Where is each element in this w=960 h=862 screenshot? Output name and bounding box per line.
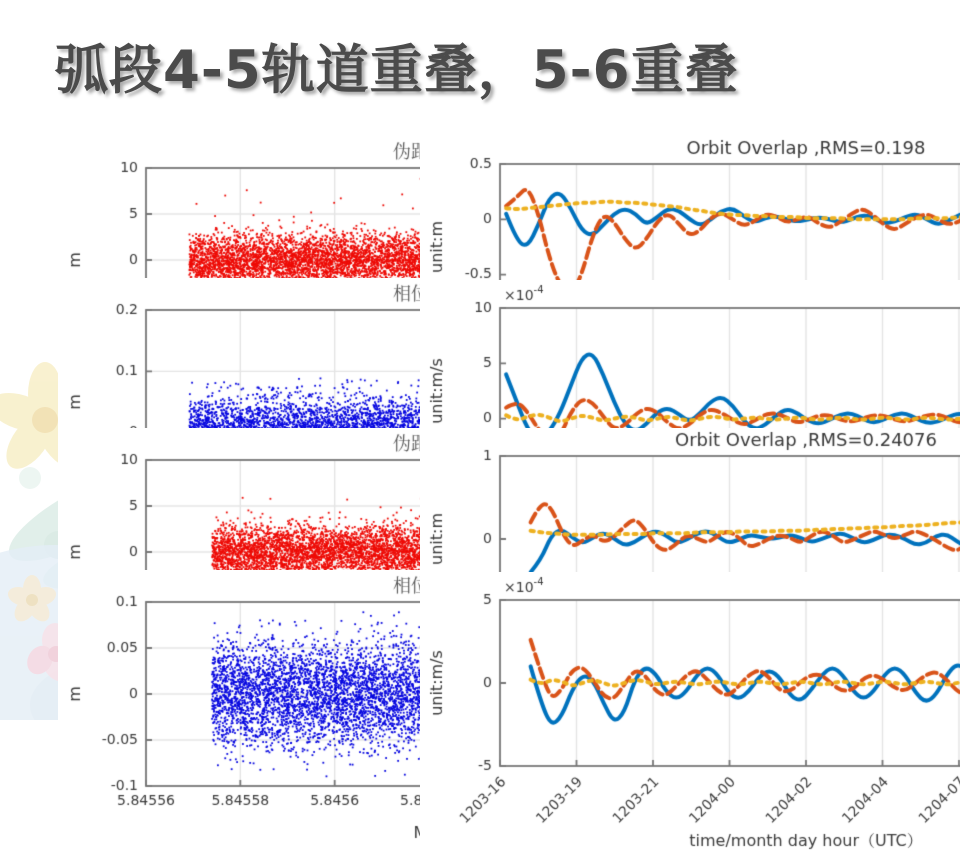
cream-flower-decoration (5, 575, 58, 626)
orbit-overlap-5-6-velocity-canvas (420, 572, 960, 862)
chart-orbit-overlap-4-5-position (420, 136, 780, 281)
chart-pseudorange-residual-4-5 (58, 136, 403, 278)
chart-orbit-overlap-5-6-position (420, 428, 780, 573)
chart-orbit-overlap-4-5-velocity (420, 280, 780, 425)
chart-phase-residual-4-5 (58, 278, 403, 420)
chart-phase-residual-5-6 (58, 570, 403, 712)
chart-orbit-overlap-5-6-velocity (420, 572, 780, 717)
chart-pseudorange-residual-5-6 (58, 428, 403, 570)
slide-title: 弧段4-5轨道重叠，5-6重叠 (55, 40, 739, 101)
